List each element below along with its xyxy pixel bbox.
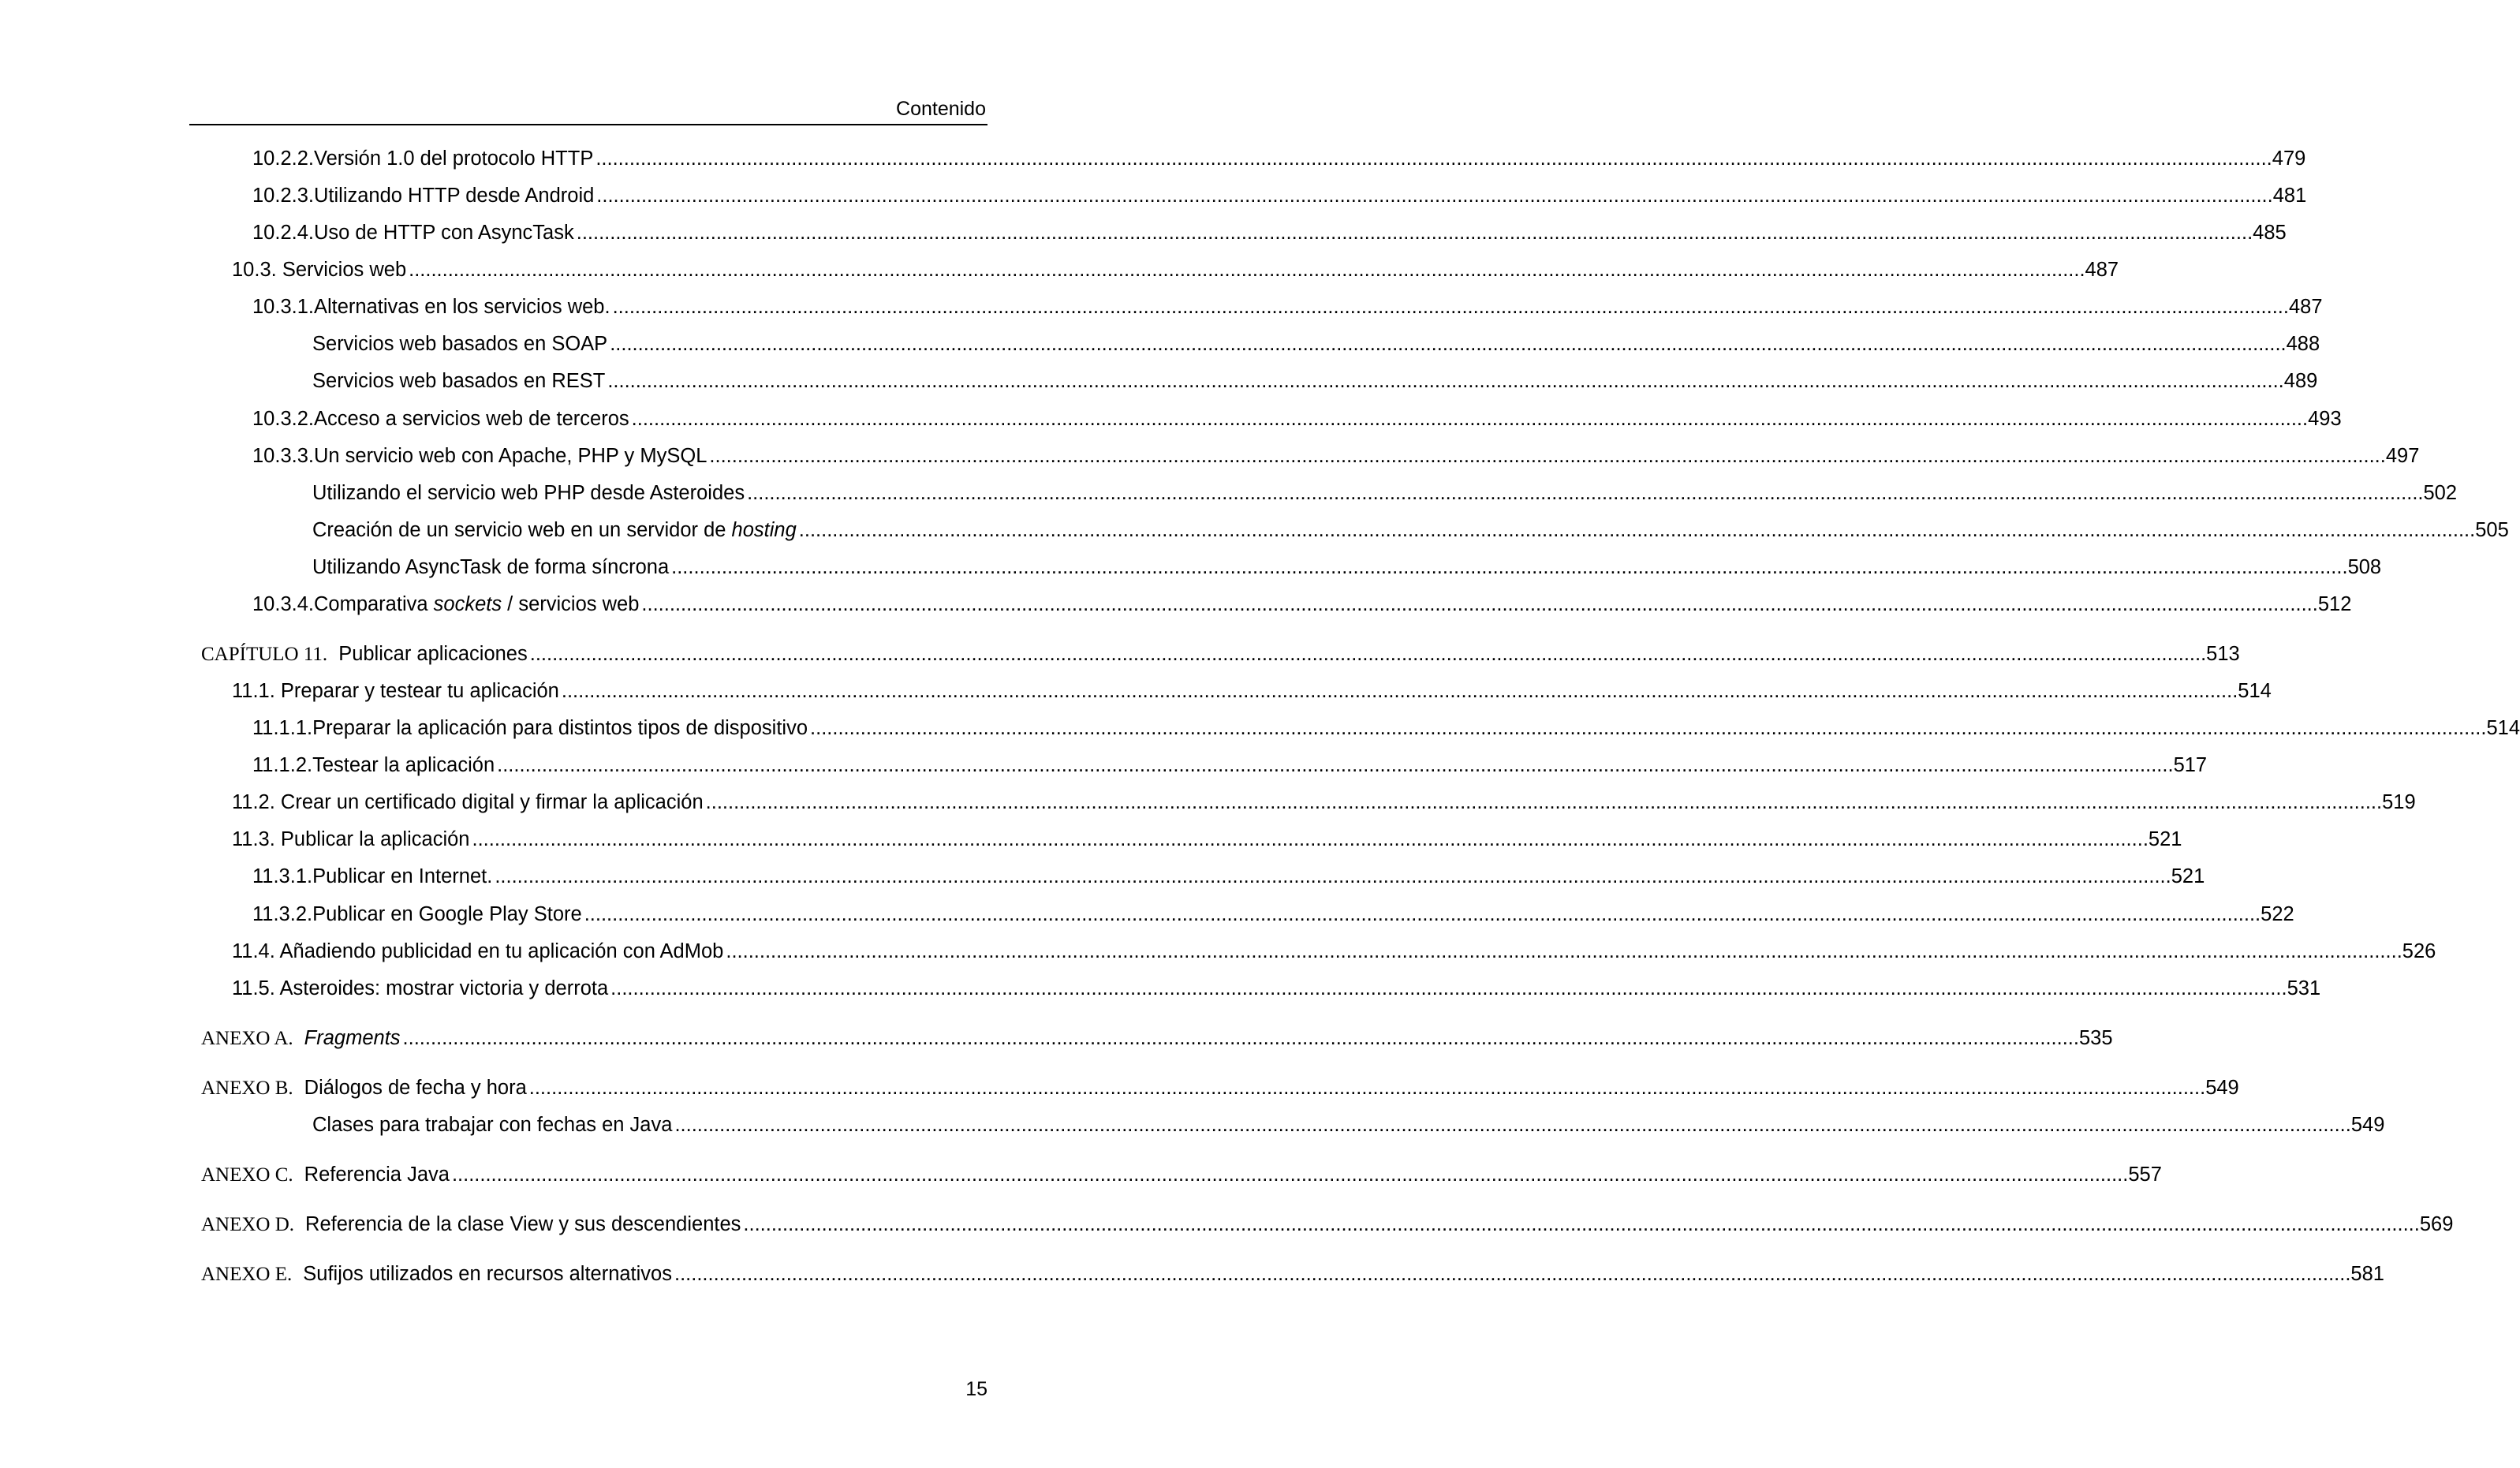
toc-entry[interactable] <box>232 675 2272 707</box>
toc-entry-page: 557 <box>2128 1164 2162 1186</box>
toc-entry-page: 517 <box>2173 754 2208 776</box>
toc-leader-dots: ............................................................................................................................................................................................................................................................................................................ <box>705 791 2383 813</box>
toc-entry-title <box>312 477 745 509</box>
toc-entry-title-part: Referencia Java <box>304 1164 450 1186</box>
toc-entry-title-part: Utilizando el servicio web PHP desde Asteroides <box>312 482 745 504</box>
toc-entry-number: 11.3. <box>232 828 281 850</box>
toc-entry-title <box>252 588 639 620</box>
toc-entry-page: 485 <box>2253 222 2287 244</box>
toc-leader-dots: ............................................................................................................................................................................................................................................................................................................ <box>607 370 2284 392</box>
toc-leader-dots: ............................................................................................................................................................................................................................................................................................................ <box>674 1263 2351 1285</box>
toc-entry[interactable] <box>312 477 2458 509</box>
toc-entry-title-part: Servicios web <box>282 259 407 281</box>
toc-entry-title-part: Preparar la aplicación para distintos tipos de dispositivo <box>312 717 808 739</box>
toc-entry-number: 11.1.1. <box>252 717 313 739</box>
toc-leader-dots: ............................................................................................................................................................................................................................................................................................................ <box>810 717 2487 739</box>
toc-entry-title <box>252 898 582 930</box>
toc-entry-title-part: Clases para trabajar con fechas en Java <box>312 1114 673 1136</box>
toc-leader-dots: ............................................................................................................................................................................................................................................................................................................ <box>798 519 2476 541</box>
toc-entry-title-part: Asteroides: mostrar victoria y derrota <box>279 977 609 999</box>
toc-entry-number: 10.3. <box>232 259 282 281</box>
toc-entry-page: 522 <box>2261 903 2294 925</box>
toc-entry-number: 11.1. <box>232 680 281 702</box>
toc-leader-dots: ............................................................................................................................................................................................................................................................................................................ <box>596 185 2273 207</box>
toc-entry-prefix: ANEXO B. <box>201 1078 293 1099</box>
toc-entry[interactable] <box>201 1208 2454 1240</box>
toc-entry-title <box>232 675 559 707</box>
toc-entry-title-part: Servicios web basados en SOAP <box>312 333 608 355</box>
toc-entry-title <box>252 749 495 781</box>
toc-entry-number: 10.3.1. <box>252 296 314 318</box>
toc-entry[interactable] <box>201 638 2240 670</box>
toc-entry-page: 549 <box>2205 1077 2239 1099</box>
toc-leader-dots: ............................................................................................................................................................................................................................................................................................................ <box>409 259 2085 281</box>
toc-entry-prefix: ANEXO C. <box>201 1164 293 1186</box>
running-header: Contenido <box>896 98 986 120</box>
toc-entry-page: 481 <box>2272 185 2307 207</box>
toc-entry[interactable] <box>232 973 2321 1004</box>
toc-entry-title-part: Utilizando HTTP desde Android <box>313 185 595 207</box>
toc-entry-page: 549 <box>2350 1114 2385 1136</box>
toc-entry[interactable] <box>312 514 2509 546</box>
toc-entry-number: 10.2.3. <box>252 185 314 207</box>
toc-entry-page: 513 <box>2206 643 2240 665</box>
toc-leader-dots: ............................................................................................................................................................................................................................................................................................................ <box>631 408 2309 430</box>
toc-entry-page: 502 <box>2423 482 2458 504</box>
toc-entry-title <box>312 1109 672 1141</box>
toc-entry-number: 10.3.3. <box>252 445 314 467</box>
toc-entry-page: 514 <box>2238 680 2272 702</box>
toc-entry-title <box>252 712 808 744</box>
toc-entry[interactable] <box>312 328 2320 360</box>
toc-entry-page: 488 <box>2286 333 2320 355</box>
toc-entry-number: 11.4. <box>232 940 280 962</box>
toc-entry-title <box>232 786 704 818</box>
toc-entry-title <box>304 1022 401 1054</box>
toc-entry[interactable] <box>232 936 2436 967</box>
toc-entry[interactable] <box>252 291 2323 323</box>
toc-entry[interactable] <box>252 749 2208 781</box>
toc-entry-number: 10.3.2. <box>252 408 314 430</box>
toc-entry-title-part: Fragments <box>304 1027 401 1049</box>
toc-entry-number: 11.3.2. <box>252 903 313 925</box>
toc-entry-page: 489 <box>2283 370 2318 392</box>
toc-entry[interactable] <box>201 1022 2113 1054</box>
toc-entry[interactable] <box>252 217 2287 248</box>
toc-entry-title-part: Un servicio web con Apache, PHP y MySQL <box>313 445 707 467</box>
toc-entry-title <box>252 143 593 174</box>
toc-entry[interactable] <box>252 180 2307 211</box>
toc-leader-dots: ............................................................................................................................................................................................................................................................................................................ <box>402 1027 2079 1049</box>
toc-entry-page: 487 <box>2085 259 2119 281</box>
toc-entry[interactable] <box>252 143 2306 174</box>
toc-entry-title-part: Testear la aplicación <box>312 754 495 776</box>
toc-entry-page: 521 <box>2171 865 2205 887</box>
toc-entry-prefix: ANEXO A. <box>201 1028 293 1049</box>
toc-entry[interactable] <box>252 898 2294 930</box>
toc-entry-page: 479 <box>2272 148 2306 170</box>
toc-leader-dots: ............................................................................................................................................................................................................................................................................................................ <box>610 333 2287 355</box>
toc-leader-dots: ............................................................................................................................................................................................................................................................................................................ <box>529 643 2207 665</box>
toc-entry-title-part: / servicios web <box>502 593 640 615</box>
toc-entry[interactable] <box>232 254 2119 286</box>
toc-leader-dots: ............................................................................................................................................................................................................................................................................................................ <box>612 296 2289 318</box>
toc-entry-title-part: Referencia de la clase View y sus descendientes <box>305 1213 741 1235</box>
toc-entry[interactable] <box>201 1258 2384 1290</box>
toc-leader-dots: ............................................................................................................................................................................................................................................................................................................ <box>561 680 2238 702</box>
toc-entry-title-part: Preparar y testear tu aplicación <box>280 680 559 702</box>
toc-entry-title <box>252 440 707 472</box>
toc-entry[interactable] <box>252 403 2342 435</box>
toc-entry-page: 505 <box>2475 519 2509 541</box>
toc-entry-page: 535 <box>2078 1027 2113 1049</box>
toc-entry-title <box>312 514 797 546</box>
toc-entry-title-part: Publicar aplicaciones <box>338 643 528 665</box>
toc-leader-dots: ............................................................................................................................................................................................................................................................................................................ <box>610 977 2287 999</box>
toc-leader-dots: ............................................................................................................................................................................................................................................................................................................ <box>451 1164 2129 1186</box>
toc-entry-page: 493 <box>2308 408 2342 430</box>
toc-leader-dots: ............................................................................................................................................................................................................................................................................................................ <box>497 754 2174 776</box>
toc-entry-prefix: ANEXO D. <box>201 1214 295 1235</box>
toc-entry-prefix: CAPÍTULO 11. <box>201 644 328 665</box>
toc-entry-page: 581 <box>2350 1263 2384 1285</box>
toc-leader-dots: ............................................................................................................................................................................................................................................................................................................ <box>747 482 2424 504</box>
toc-entry-title-part: Publicar en Google Play Store <box>312 903 582 925</box>
toc-entry-title <box>304 1072 527 1104</box>
toc-entry-page: 497 <box>2385 445 2420 467</box>
toc-entry-title <box>312 365 605 397</box>
toc-entry-title <box>252 180 594 211</box>
toc-entry-page: 531 <box>2287 977 2321 999</box>
toc-entry-page: 508 <box>2347 556 2382 578</box>
toc-entry-title <box>252 403 629 435</box>
toc-entry-title-part: Utilizando AsyncTask de forma síncrona <box>312 556 670 578</box>
toc-entry-title <box>252 861 492 892</box>
toc-entry[interactable] <box>312 1109 2385 1141</box>
toc-leader-dots: ............................................................................................................................................................................................................................................................................................................ <box>671 556 2348 578</box>
toc-leader-dots: ............................................................................................................................................................................................................................................................................................................ <box>495 865 2171 887</box>
toc-entry-prefix: ANEXO E. <box>201 1264 293 1285</box>
toc-entry-title-part: Sufijos utilizados en recursos alternativos <box>303 1263 672 1285</box>
toc-entry-title-part: Crear un certificado digital y firmar la aplicación <box>280 791 704 813</box>
toc-entry-number: 11.2. <box>232 791 281 813</box>
toc-entry-title-part: Publicar la aplicación <box>280 828 470 850</box>
toc-entry-title-part: Versión 1.0 del protocolo HTTP <box>313 148 594 170</box>
toc-entry[interactable] <box>201 1072 2239 1104</box>
toc-entry-title <box>303 1258 672 1290</box>
toc-entry-title <box>252 217 574 248</box>
toc-entry[interactable] <box>252 712 2520 744</box>
toc-leader-dots: ............................................................................................................................................................................................................................................................................................................ <box>576 222 2253 244</box>
toc-leader-dots: ............................................................................................................................................................................................................................................................................................................ <box>743 1213 2420 1235</box>
toc-entry-title-part: Creación de un servicio web en un servidor de <box>312 519 732 541</box>
toc-leader-dots: ............................................................................................................................................................................................................................................................................................................ <box>726 940 2402 962</box>
page-number: 15 <box>965 1378 987 1400</box>
toc-entry[interactable] <box>312 551 2382 583</box>
toc-entry-number: 10.2.4. <box>252 222 314 244</box>
toc-entry[interactable] <box>252 861 2205 892</box>
toc-entry-title-part: Diálogos de fecha y hora <box>304 1077 527 1099</box>
toc-entry[interactable] <box>232 786 2416 818</box>
toc-entry-page: 569 <box>2419 1213 2454 1235</box>
toc-entry-page: 512 <box>2317 593 2352 615</box>
toc-entry-title <box>252 291 610 323</box>
toc-entry-title <box>232 973 608 1004</box>
toc-entry-title <box>338 638 528 670</box>
toc-entry-title-part: Alternativas en los servicios web. <box>313 296 610 318</box>
toc-leader-dots: ............................................................................................................................................................................................................................................................................................................ <box>709 445 2386 467</box>
toc-entry-page: 514 <box>2486 717 2520 739</box>
toc-entry-number: 10.3.4. <box>252 593 314 615</box>
toc-entry-title-part: Publicar en Internet. <box>312 865 493 887</box>
toc-entry-number: 11.5. <box>232 977 280 999</box>
toc-entry[interactable] <box>252 588 2352 620</box>
toc-entry-title <box>232 824 469 855</box>
toc-entry-title-part: Comparativa <box>313 593 434 615</box>
toc-leader-dots: ............................................................................................................................................................................................................................................................................................................ <box>528 1077 2206 1099</box>
toc-entry-number: 10.2.2. <box>252 148 314 170</box>
toc-entry-page: 521 <box>2148 828 2182 850</box>
toc-entry-title-part: Uso de HTTP con AsyncTask <box>313 222 574 244</box>
toc-entry-title <box>232 936 723 967</box>
toc-entry-title-part: Acceso a servicios web de terceros <box>313 408 629 430</box>
toc-entry-number: 11.3.1. <box>252 865 313 887</box>
toc-entry-title <box>232 254 406 286</box>
toc-entry-title-part: hosting <box>731 519 797 541</box>
toc-entry-number: 11.1.2. <box>252 754 313 776</box>
toc-entry-page: 526 <box>2402 940 2436 962</box>
toc-leader-dots: ............................................................................................................................................................................................................................................................................................................ <box>674 1114 2351 1136</box>
toc-entry-page: 519 <box>2382 791 2416 813</box>
toc-entry[interactable] <box>232 824 2182 855</box>
toc-entry-title-part: Añadiendo publicidad en tu aplicación con AdMob <box>279 940 724 962</box>
toc-entry[interactable] <box>252 440 2420 472</box>
toc-entry-title <box>304 1159 450 1190</box>
toc-entry-title <box>312 551 669 583</box>
toc-entry-title <box>312 328 607 360</box>
toc-entry[interactable] <box>312 365 2318 397</box>
toc-leader-dots: ............................................................................................................................................................................................................................................................................................................ <box>584 903 2261 925</box>
toc-leader-dots: ............................................................................................................................................................................................................................................................................................................ <box>472 828 2149 850</box>
toc-entry-title <box>305 1208 741 1240</box>
toc-leader-dots: ............................................................................................................................................................................................................................................................................................................ <box>641 593 2318 615</box>
toc-entry-page: 487 <box>2288 296 2323 318</box>
toc-entry-title-part: sockets <box>433 593 502 615</box>
toc-leader-dots: ............................................................................................................................................................................................................................................................................................................ <box>595 148 2272 170</box>
toc-entry[interactable] <box>201 1159 2162 1190</box>
toc-entry-title-part: Servicios web basados en REST <box>312 370 606 392</box>
